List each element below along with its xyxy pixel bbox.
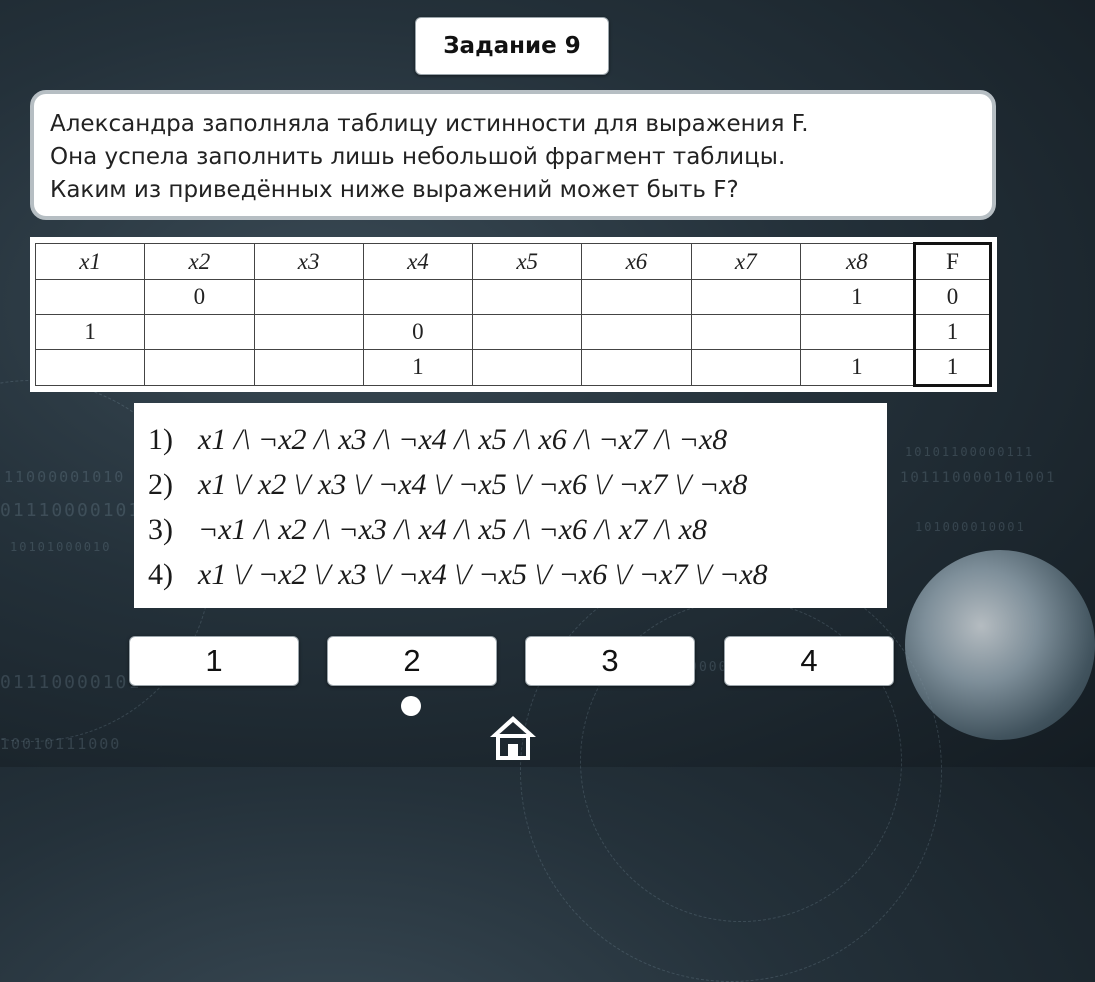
slide-indicator-dot — [401, 696, 421, 716]
table-cell — [363, 280, 472, 315]
answer-button-3[interactable]: 3 — [525, 636, 695, 686]
table-header-row — [36, 244, 991, 280]
table-header-cell: x6 — [582, 244, 691, 280]
question-text: Она успела заполнить лишь небольшой фрагмент таблицы. — [50, 144, 786, 170]
table-cell — [582, 314, 691, 349]
background-binary-text: 01011000001001 — [640, 660, 778, 675]
table-cell — [145, 349, 254, 385]
table-row — [36, 349, 991, 385]
table-cell-f: 1 — [914, 314, 990, 349]
answer-button-1[interactable]: 1 — [129, 636, 299, 686]
table-cell: 1 — [800, 349, 914, 385]
table-cell — [691, 280, 800, 315]
option-expression: x1 /\ ¬x2 /\ x3 /\ ¬x4 /\ x5 /\ x6 /\ ¬x7 /\ ¬x8 — [198, 423, 728, 456]
question-text: Каким из приведённых ниже выражений может быть F? — [50, 177, 739, 203]
table-cell: 1 — [36, 314, 145, 349]
background-binary-text: 101110000101001 — [900, 470, 1057, 486]
option-1 — [148, 417, 887, 462]
home-icon[interactable] — [487, 712, 539, 762]
table-header-cell-f: F — [914, 244, 990, 280]
table-header-cell: x8 — [800, 244, 914, 280]
table-cell — [473, 349, 582, 385]
answer-button-4[interactable]: 4 — [724, 636, 894, 686]
table-cell — [582, 349, 691, 385]
table-row — [36, 280, 991, 315]
truth-table — [35, 242, 992, 387]
table-cell — [691, 349, 800, 385]
option-2 — [148, 462, 887, 507]
table-cell — [36, 280, 145, 315]
background-binary-text: 11000001010 — [4, 468, 126, 486]
table-cell — [473, 314, 582, 349]
table-header-cell: x4 — [363, 244, 472, 280]
table-cell: 0 — [145, 280, 254, 315]
option-expression: x1 \/ x2 \/ x3 \/ ¬x4 \/ ¬x5 \/ ¬x6 \/ ¬x7 \/ ¬x8 — [198, 468, 748, 501]
table-cell — [800, 314, 914, 349]
table-cell — [36, 349, 145, 385]
table-header-cell: x5 — [473, 244, 582, 280]
background-binary-text: 10101100000111 — [905, 445, 1035, 459]
background-binary-text: 10101000010 — [10, 540, 112, 554]
option-4 — [148, 552, 887, 597]
background-binary-text: 01110000101 — [0, 500, 142, 521]
table-header-cell: x2 — [145, 244, 254, 280]
option-number: 1) — [148, 423, 173, 456]
table-cell-f: 0 — [914, 280, 990, 315]
table-cell: 1 — [363, 349, 472, 385]
table-cell — [254, 314, 363, 349]
table-cell — [691, 314, 800, 349]
table-cell — [145, 314, 254, 349]
table-header-cell: x1 — [36, 244, 145, 280]
task-title: Задание 9 — [415, 17, 609, 75]
background-arc — [520, 560, 942, 982]
question-text: Александра заполняла таблицу истинности для выражения F. — [50, 111, 809, 137]
option-expression: ¬x1 /\ x2 /\ ¬x3 /\ x4 /\ x5 /\ ¬x6 /\ x7 /\ x8 — [198, 513, 707, 546]
table-cell: 1 — [800, 280, 914, 315]
option-3 — [148, 507, 887, 552]
table-header-cell: x3 — [254, 244, 363, 280]
table-row — [36, 314, 991, 349]
background-binary-text: 101000010001 — [915, 520, 1026, 534]
table-cell-f: 1 — [914, 349, 990, 385]
option-number: 4) — [148, 558, 173, 591]
globe-image — [905, 550, 1095, 740]
table-cell — [254, 280, 363, 315]
table-cell — [473, 280, 582, 315]
option-expression: x1 \/ ¬x2 \/ x3 \/ ¬x4 \/ ¬x5 \/ ¬x6 \/ ¬x7 \/ ¬x8 — [198, 558, 768, 591]
question-panel — [30, 90, 996, 220]
table-cell — [254, 349, 363, 385]
table-header-cell: x7 — [691, 244, 800, 280]
table-cell — [582, 280, 691, 315]
answer-button-2[interactable]: 2 — [327, 636, 497, 686]
option-number: 3) — [148, 513, 173, 546]
table-cell: 0 — [363, 314, 472, 349]
option-number: 2) — [148, 468, 173, 501]
background-binary-text: 01110000101 — [0, 672, 142, 693]
background-binary-text: 10010111000 — [0, 735, 122, 753]
options-panel — [134, 403, 887, 608]
truth-table-panel — [30, 237, 997, 392]
